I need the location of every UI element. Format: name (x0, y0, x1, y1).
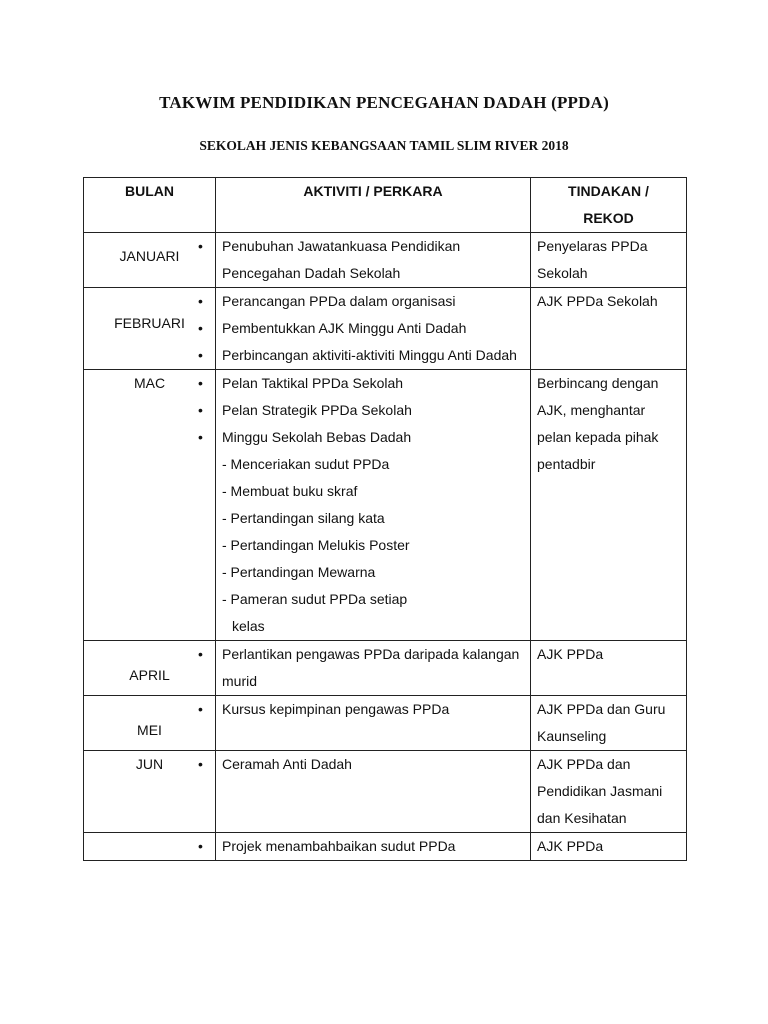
header-bulan: BULAN (84, 178, 216, 233)
activity-subitem: - Pertandingan Melukis Poster (222, 537, 410, 553)
activity-cell (216, 641, 531, 696)
month-cell (84, 833, 216, 861)
activity-item: • Perancangan PPDa dalam organisasi (222, 288, 524, 315)
activity-item: • Projek menambahbaikan sudut PPDa (222, 833, 524, 860)
header-tindakan-line2: REKOD (583, 210, 634, 226)
activity-item: • Pelan Taktikal PPDa Sekolah (222, 370, 524, 397)
header-tindakan (531, 178, 687, 233)
table-row (84, 696, 687, 751)
month-cell: APRIL (84, 641, 216, 696)
record-cell: Penyelaras PPDa Sekolah (531, 233, 687, 288)
header-tindakan-line1: TINDAKAN / (568, 183, 649, 199)
table-row (84, 641, 687, 696)
activity-subitem: - Menceriakan sudut PPDa (222, 456, 390, 472)
document-subtitle: SEKOLAH JENIS KEBANGSAAN TAMIL SLIM RIVER 2018 (199, 138, 569, 153)
activity-item: • Pembentukkan AJK Minggu Anti Dadah (222, 315, 524, 342)
activity-item: • Kursus kepimpinan pengawas PPDa (222, 696, 524, 723)
activity-item: • Ceramah Anti Dadah (222, 751, 524, 778)
activity-subitem: - Membuat buku skraf (222, 483, 358, 499)
record-cell: AJK PPDa (531, 641, 687, 696)
table-row (84, 833, 687, 861)
activity-subitem: - Pameran sudut PPDa setiap (222, 591, 408, 607)
table-header-row (84, 178, 687, 233)
table-row (84, 288, 687, 370)
activity-subitem: - Pertandingan Mewarna (222, 564, 376, 580)
activity-subitem: kelas (232, 618, 265, 634)
activity-item: • Perbincangan aktiviti-aktiviti Minggu Anti Dadah (222, 342, 524, 369)
activity-item: • Minggu Sekolah Bebas Dadah (222, 424, 524, 451)
record-cell: Berbincang dengan AJK, menghantar pelan kepada pihak pentadbir (531, 370, 687, 641)
activity-cell (216, 288, 531, 370)
table-row (84, 233, 687, 288)
record-cell: AJK PPDa dan Guru Kaunseling (531, 696, 687, 751)
document-title: TAKWIM PENDIDIKAN PENCEGAHAN DADAH (PPDA) (159, 93, 609, 112)
activity-item: • Penubuhan Jawatankuasa Pendidikan Pencegahan Dadah Sekolah (222, 233, 524, 287)
month-cell: JUN (84, 751, 216, 833)
activity-subitem: - Pertandingan silang kata (222, 510, 385, 526)
schedule-table (83, 177, 687, 861)
activity-item: • Perlantikan pengawas PPDa daripada kalangan murid (222, 641, 524, 695)
month-cell: MEI (84, 696, 216, 751)
activity-item: • Pelan Strategik PPDa Sekolah (222, 397, 524, 424)
record-cell: AJK PPDa dan Pendidikan Jasmani dan Kesihatan (531, 751, 687, 833)
month-cell: FEBRUARI (84, 288, 216, 370)
table-row (84, 751, 687, 833)
month-cell: MAC (84, 370, 216, 641)
activity-cell (216, 833, 531, 861)
table-row (84, 370, 687, 641)
activity-subitems (222, 451, 524, 640)
header-aktiviti: AKTIVITI / PERKARA (216, 178, 531, 233)
record-cell: AJK PPDa Sekolah (531, 288, 687, 370)
record-cell: AJK PPDa (531, 833, 687, 861)
activity-cell (216, 751, 531, 833)
activity-cell (216, 370, 531, 641)
activity-cell (216, 696, 531, 751)
activity-cell (216, 233, 531, 288)
month-cell: JANUARI (84, 233, 216, 288)
